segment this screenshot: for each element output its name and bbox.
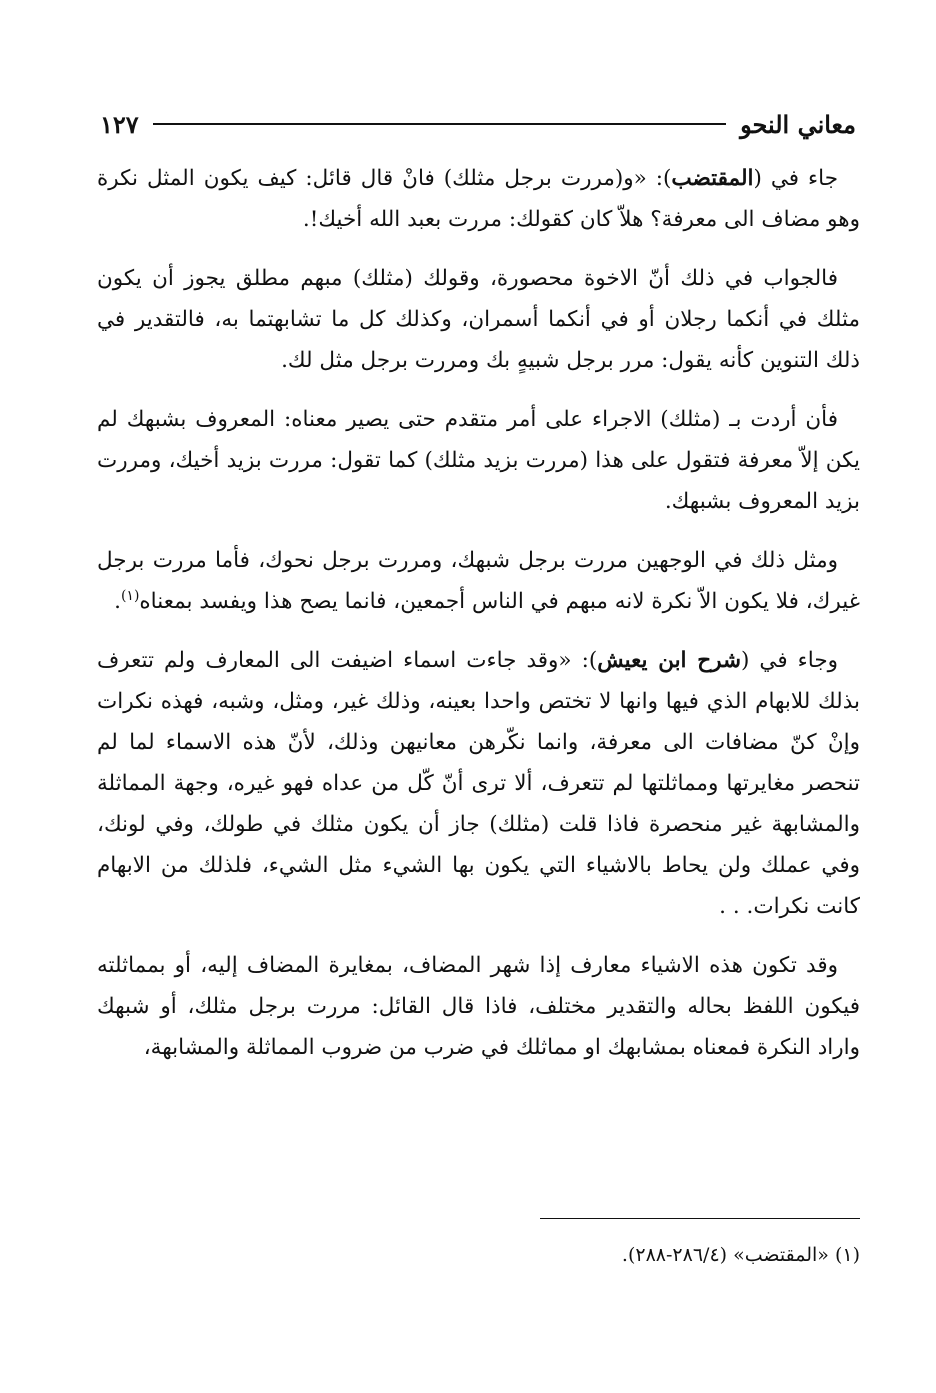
paragraph-text: ): «و(مررت برجل مثلك) فانْ قال قائل: كيف يكون المثل نكرة وهو مضاف الى معرفة؟ هلاّ كان كقولك: مررت بعبد الله أخيك!. bbox=[97, 166, 860, 232]
footnote-text: «المقتضب» (٢٨٦/٤-٢٨٨). bbox=[621, 1244, 829, 1266]
body-text bbox=[97, 158, 860, 1086]
source-title: شرح ابن يعيش bbox=[597, 648, 741, 673]
paragraph-text: فالجواب في ذلك أنّ الاخوة محصورة، وقولك (مثلك) مبهم مطلق يجوز أن يكون مثلك في أنكما رجلان أو في أنكما أسمران، وكذلك كل ما تشابهتما به، فالتقدير في ذلك التنوين كأنه يقول: مرر برجل شبيهٍ بك ومررت برجل مثل لك. bbox=[97, 266, 860, 373]
footnote bbox=[97, 1238, 860, 1272]
footnote-rule bbox=[540, 1218, 860, 1219]
paragraph-2 bbox=[97, 258, 860, 381]
source-title: المقتضب bbox=[671, 166, 754, 191]
footnote-ref: (١) bbox=[120, 587, 140, 604]
page-number: ١٢٧ bbox=[100, 109, 139, 139]
paragraph-1 bbox=[97, 158, 860, 240]
paragraph-tail: . bbox=[114, 589, 121, 614]
paragraph-lead: وجاء في ( bbox=[740, 648, 838, 673]
paragraph-text: ومثل ذلك في الوجهين مررت برجل شبهك، ومررت برجل نحوك، فأما مررت برجل غيرك، فلا يكون الاّ نكرة لانه مبهم في الناس أجمعين، فانما يصح هذا ويفسد بمعناه bbox=[97, 548, 860, 614]
paragraph-5 bbox=[97, 640, 860, 927]
paragraph-lead: جاء في ( bbox=[753, 166, 838, 191]
footnote-number: (١) bbox=[834, 1244, 860, 1266]
running-header bbox=[100, 104, 856, 144]
paragraph-3 bbox=[97, 399, 860, 522]
book-title: معاني النحو bbox=[740, 109, 856, 139]
paragraph-text: ): «وقد جاءت اسماء اضيفت الى المعارف ولم تتعرف بذلك للابهام الذي فيها وانها لا تختص واحدا بعينه، وذلك غير، ومثل، وشبه، فهذه نكرات وإنْ كنّ مضافات الى معرفة، وانما نكّرهن معانيهن وذلك، لأنّ هذه الاسماء لما لم تنحصر مغايرتها ومماثلتها لم تتعرف، ألا ترى أنّ كّل من عداه فهو غيره، وجهة المماثلة والمشابهة غير منحصرة فاذا قلت (مثلك) جاز أن يكون مثلك في طولك، وفي لونك، وفي عملك ولن يحاط بالاشياء التي يكون بها الشيء مثل الشيء، فلذلك من الابهام كانت نكرات. . . bbox=[97, 648, 860, 919]
paragraph-text: فأن أردت بـ (مثلك) الاجراء على أمر متقدم حتى يصير معناه: المعروف بشبهك لم يكن إلاّ معرفة فتقول على هذا (مررت بزيد مثلك) كما تقول: مررت بزيد أخيك، ومررت بزيد المعروف بشبهك. bbox=[97, 407, 860, 514]
paragraph-text: وقد تكون هذه الاشياء معارف إذا شهر المضاف، بمغايرة المضاف إليه، أو بمماثلته فيكون اللفظ بحاله والتقدير مختلف، فاذا قال القائل: مررت برجل مثلك، أو شبهك واراد النكرة فمعناه بمشابهك او مماثلك في ضرب من ضروب المماثلة والمشابهة، bbox=[97, 953, 860, 1060]
paragraph-6 bbox=[97, 945, 860, 1068]
header-rule bbox=[153, 123, 726, 125]
paragraph-4 bbox=[97, 540, 860, 622]
